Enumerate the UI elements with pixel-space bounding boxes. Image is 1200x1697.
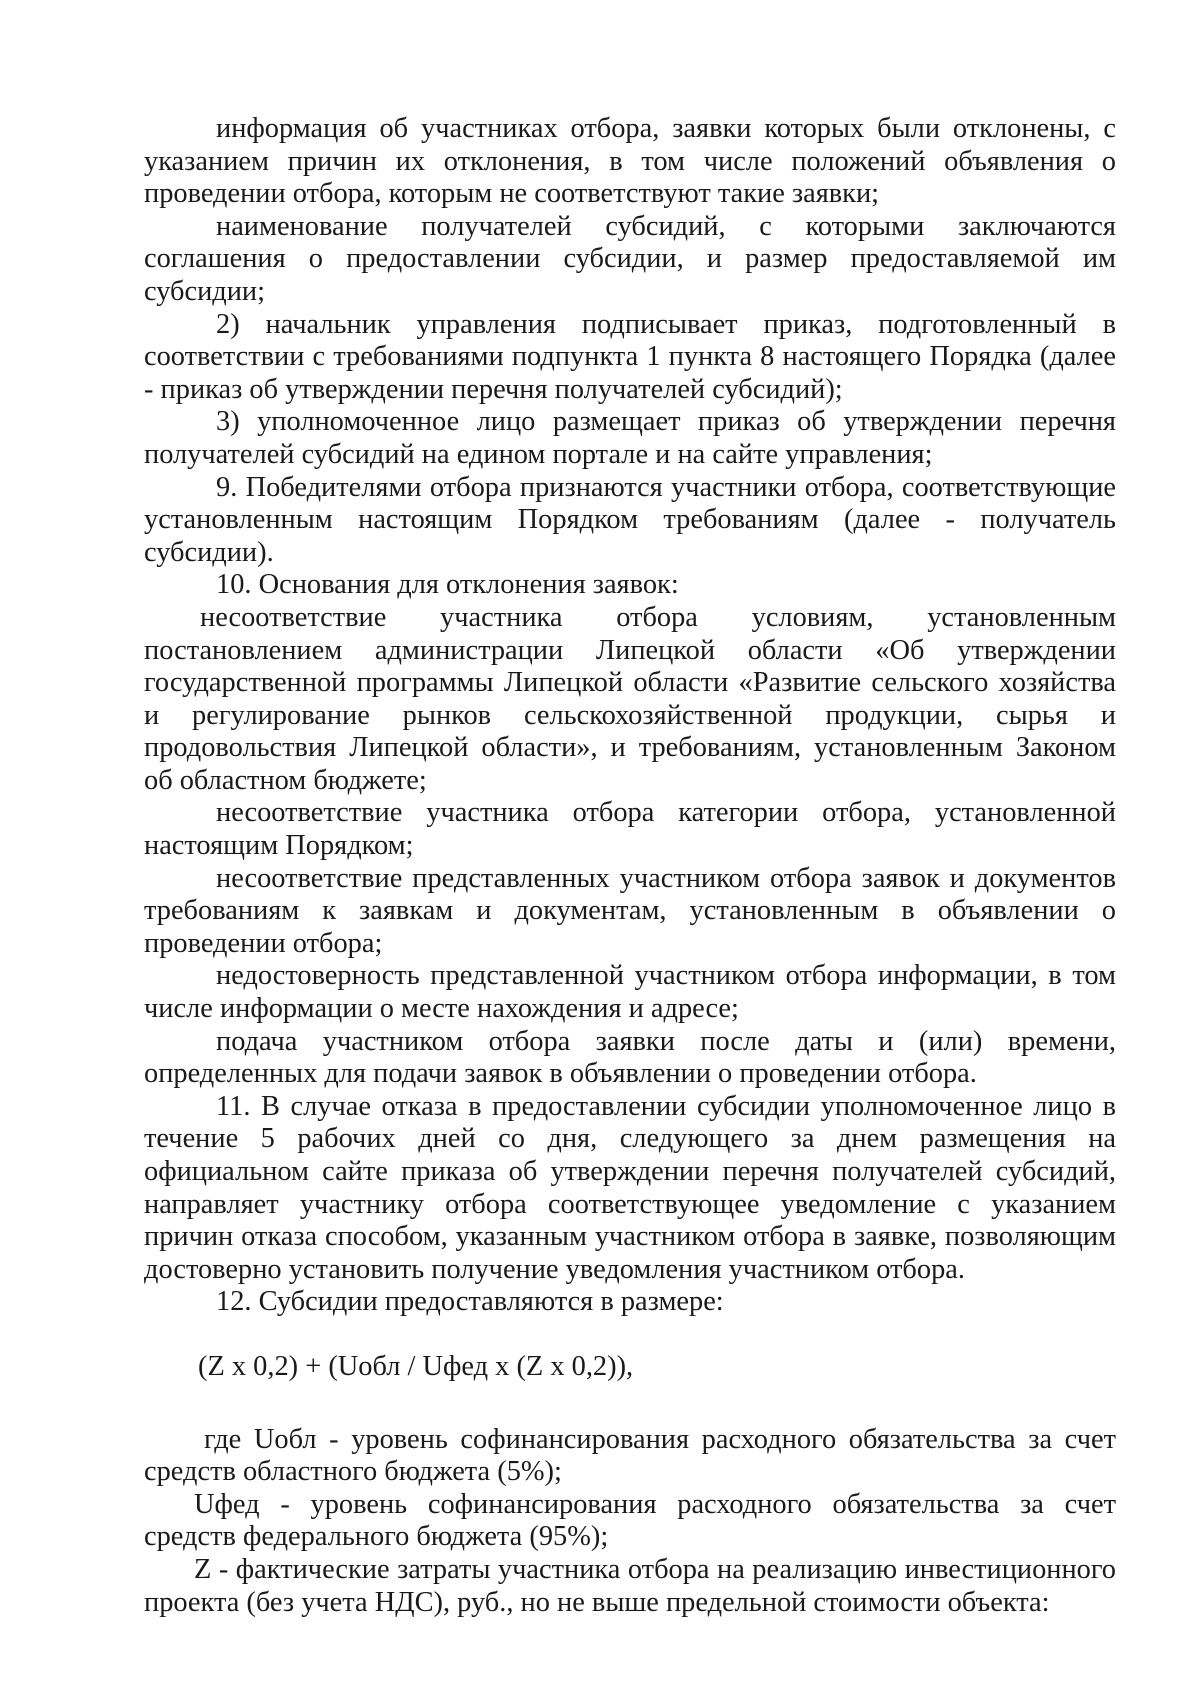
paragraph-rejected-participants-info: информация об участниках отбора, заявки которых были отклонены, с указанием причин их отклонения, в том числе положений объявления о проведении отбора, которым не соответствуют такие заявки; <box>144 113 1116 210</box>
paragraph-ufed-definition: Uфед - уровень софинансирования расходного обязательства за счет средств федерального бюджета (95%); <box>144 1488 1116 1553</box>
document-page <box>144 113 1116 1619</box>
paragraph-item-2: 2) начальник управления подписывает приказ, подготовленный в соответствии с требованиями подпункта 1 пункта 8 настоящего Порядка (далее - приказ об утверждении перечня получателей субсидий); <box>144 308 1116 405</box>
paragraph-item-3: 3) уполномоченное лицо размещает приказ об утверждении перечня получателей субсидий на едином портале и на сайте управления; <box>144 406 1116 470</box>
paragraph-z-definition: Z - фактические затраты участника отбора на реализацию инвестиционного проекта (без учета НДС), руб., но не выше предельной стоимости объекта: <box>144 1553 1116 1618</box>
paragraph-rejection-reason-late-submission: подача участником отбора заявки после даты и (или) времени, определенных для подачи заявок в объявлении о проведении отбора. <box>144 1025 1116 1090</box>
paragraph-section-9: 9. Победителями отбора признаются участники отбора, соответствующие установленным настоящим Порядком требованиям (далее - получатель субсидии). <box>144 471 1116 568</box>
paragraph-rejection-reason-documents: несоответствие представленных участником отбора заявок и документов требованиям к заявкам и документам, установленным в объявлении о проведении отбора; <box>144 862 1116 959</box>
paragraph-rejection-reason-conditions: несоответствие участника отбора условиям, установленным постановлением администрации Липецкой области «Об утверждении государственной программы Липецкой области «Развитие сельского хозяйства и регулирование рынков сельскохозяйственной продукции, сырья и продовольствия Липецкой области», и требованиям, установленным Законом об областном бюджете; <box>144 601 1116 796</box>
paragraph-uobl-definition: где Uобл - уровень софинансирования расходного обязательства за счет средств областного бюджета (5%); <box>144 1423 1116 1488</box>
paragraph-recipients-names: наименование получателей субсидий, с которыми заключаются соглашения о предоставлении субсидии, и размер предоставляемой им субсидии; <box>144 210 1116 307</box>
paragraph-section-10: 10. Основания для отклонения заявок: <box>216 569 679 601</box>
paragraph-rejection-reason-category: несоответствие участника отбора категории отбора, установленной настоящим Порядком; <box>144 797 1116 862</box>
paragraph-rejection-reason-false-info: недостоверность представленной участником отбора информации, в том числе информации о месте нахождения и адресе; <box>144 960 1116 1025</box>
paragraph-section-11: 11. В случае отказа в предоставлении субсидии уполномоченное лицо в течение 5 рабочих дней со дня, следующего за днем размещения на официальном сайте приказа об утверждении перечня получателей субсидий, направляет участнику отбора соответствующее уведомление с указанием причин отказа способом, указанным участником отбора в заявке, позволяющим достоверно установить получение уведомления участником отбора. <box>144 1090 1116 1285</box>
subsidy-formula: (Z x 0,2) + (Uобл / Uфед x (Z x 0,2)), <box>198 1350 634 1382</box>
paragraph-section-12: 12. Субсидии предоставляются в размере: <box>216 1286 724 1318</box>
